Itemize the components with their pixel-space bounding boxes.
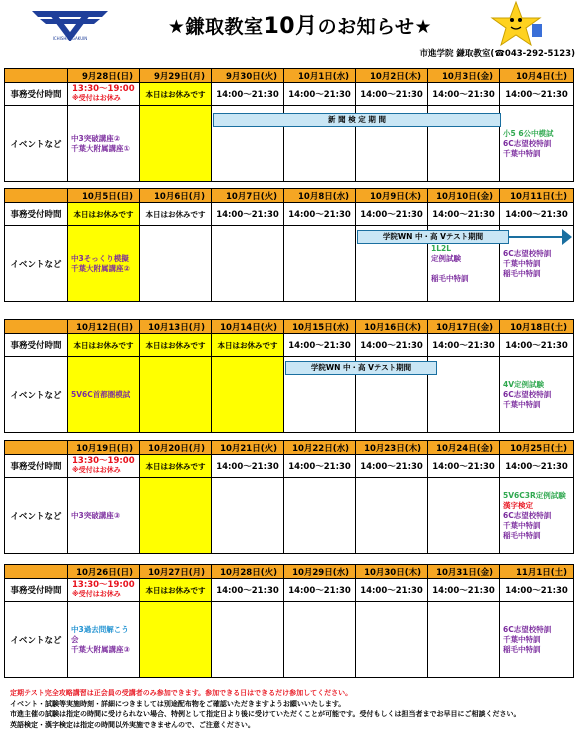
week-block [4,564,573,678]
event-line: 4V定例試験 [503,379,545,389]
event-text [71,511,139,521]
event-cell [212,357,284,433]
period-bar: 学院WN 中・高 Vテスト期間 [357,230,509,244]
hours-label: 事務受付時間 [5,455,68,478]
date-cell: 10月23日(木) [356,441,428,455]
period-bar: 学院WN 中・高 Vテスト期間 [285,361,437,375]
office-hours-cell: 14:00～21:30 [356,334,428,357]
office-hours-cell: 14:00～21:30 [284,334,356,357]
event-cell [428,478,500,554]
svg-text:ICHISHIN GAKUIN: ICHISHIN GAKUIN [52,36,88,41]
event-cell [428,357,500,433]
event-line: 千葉中特訓 [503,520,541,530]
date-cell: 9月29日(月) [140,69,212,83]
school-logo-icon [30,7,110,41]
event-cell [500,357,574,433]
footer-note-3: 市進主催の試験は指定の時間に受けられない場合、特例として指定日より後に受けていただくことが可能です。受付もしくは担当者までお早目にご相談ください。 [10,710,521,718]
event-cell [140,226,212,302]
events-row [5,478,574,554]
office-hours-cell: 14:00～21:30 [284,579,356,602]
office-hours-cell: 14:00～21:30 [356,579,428,602]
office-hours-time: 13:30～19:00 [72,456,135,466]
event-cell [68,226,140,302]
event-line: 6C志望校特訓 [503,248,552,258]
event-line: 中3突破講座③ [71,510,121,520]
event-cell [140,357,212,433]
week-block [4,319,573,433]
footer-note-2: イベント・試験等実施時刻・詳細につきましては別途配布物をご確認いただきますようお願いいたします。 [10,699,346,708]
office-hours-cell: 本日はお休みです [140,579,212,602]
event-line: 千葉大附属講座② [71,263,130,273]
date-cell: 10月28日(火) [212,565,284,579]
page-title: ★鎌取教室10月のお知らせ★ [167,14,433,39]
week-table [4,319,574,433]
event-cell [68,478,140,554]
event-line: 定例試験 [431,253,461,263]
date-cell: 10月31日(金) [428,565,500,579]
event-line: 中3過去問解こう [71,624,129,634]
date-cell: 10月12日(日) [68,320,140,334]
event-cell [428,602,500,678]
date-cell: 10月2日(木) [356,69,428,83]
corner-cell [5,320,68,334]
events-label: イベントなど [5,357,68,433]
arrow-right-icon [562,229,572,245]
event-cell [140,602,212,678]
event-line: 小5 6公中模試 [503,128,554,138]
arrow-line [509,236,563,238]
school-contact: 市進学院 鎌取教室(☎043-292-5123) [419,49,575,59]
events-row [5,602,574,678]
event-cell [500,478,574,554]
date-cell: 10月5日(日) [68,189,140,203]
event-cell [68,602,140,678]
office-hours-cell: 14:00～21:30 [428,203,500,226]
event-line: 会 [71,634,79,644]
office-hours-cell: 本日はお休みです [140,203,212,226]
event-line: 漢字検定 [503,500,533,510]
office-hours-cell: 14:00～21:30 [212,455,284,478]
events-label: イベントなど [5,478,68,554]
date-row [5,565,574,579]
date-cell: 9月30日(火) [212,69,284,83]
office-hours-cell [68,579,140,602]
date-cell: 10月6日(月) [140,189,212,203]
office-hours-cell: 14:00～21:30 [500,455,574,478]
event-text [71,625,139,655]
event-line: 中3突破講座② [71,133,121,143]
event-line: 5V6C首都圏模試 [71,389,131,399]
office-hours-time: 13:30～19:00 [72,84,135,94]
events-label: イベントなど [5,226,68,302]
corner-cell [5,69,68,83]
event-line: 6C志望校特訓 [503,389,552,399]
event-cell [212,602,284,678]
date-cell: 10月21日(火) [212,441,284,455]
event-cell [212,226,284,302]
hours-label: 事務受付時間 [5,203,68,226]
event-cell [68,106,140,182]
date-cell: 10月14日(火) [212,320,284,334]
date-cell: 10月16日(木) [356,320,428,334]
date-cell: 11月1日(土) [500,565,574,579]
event-line: 6C志望校特訓 [503,510,552,520]
event-line: 6C志望校特訓 [503,138,552,148]
footer-note-4: 英語検定・漢字検定は指定の時間以外実施できませんので、ご注意ください。 [10,720,255,729]
office-hours-cell: 14:00～21:30 [284,455,356,478]
event-cell [500,602,574,678]
event-text [71,254,139,274]
office-hours-cell: 14:00～21:30 [428,579,500,602]
footer-note-1: 定期テスト完全攻略講習は正会員の受講者のみ参加できます。参加できる日はできるだけ参加してください。 [10,689,353,697]
date-cell: 10月9日(木) [356,189,428,203]
office-hours-cell: 本日はお休みです [140,334,212,357]
date-cell: 10月4日(土) [500,69,574,83]
period-bar: 新 聞 検 定 期 間 [213,113,501,127]
event-line [431,264,499,274]
date-cell: 10月15日(水) [284,320,356,334]
office-hours-cell: 14:00～21:30 [356,455,428,478]
event-line: 千葉中特訓 [503,634,541,644]
event-line: 1L2L [431,243,451,253]
event-text [503,380,573,410]
date-cell: 10月13日(月) [140,320,212,334]
star-mascot-icon [488,0,544,48]
page-header [0,0,585,59]
event-cell [140,478,212,554]
office-hours-cell: 14:00～21:30 [500,579,574,602]
date-cell: 10月29日(水) [284,565,356,579]
week-table [4,440,574,554]
date-cell: 10月25日(土) [500,441,574,455]
office-hours-cell: 14:00～21:30 [356,83,428,106]
office-hours-cell: 本日はお休みです [140,455,212,478]
event-line: 6C志望校特訓 [503,624,552,634]
hours-row [5,579,574,602]
events-label: イベントなど [5,106,68,182]
office-hours-cell: 14:00～21:30 [284,83,356,106]
office-hours-cell: 本日はお休みです [68,334,140,357]
event-cell [212,478,284,554]
hours-row [5,455,574,478]
date-cell: 10月11日(土) [500,189,574,203]
corner-cell [5,189,68,203]
date-cell: 10月30日(木) [356,565,428,579]
hours-label: 事務受付時間 [5,334,68,357]
footer-notes [10,688,580,730]
date-cell: 10月10日(金) [428,189,500,203]
office-hours-cell: 14:00～21:30 [284,203,356,226]
event-line: 中3そっくり模擬 [71,253,129,263]
date-row [5,441,574,455]
event-text [71,134,139,154]
event-line: 千葉大附属講座① [71,143,130,153]
office-hours-note: ※受付はお休み [72,590,121,598]
event-cell [500,106,574,182]
office-hours-cell: 14:00～21:30 [500,334,574,357]
hours-label: 事務受付時間 [5,579,68,602]
date-cell: 10月17日(金) [428,320,500,334]
event-text [71,390,139,400]
event-cell [140,106,212,182]
office-hours-cell: 本日はお休みです [68,203,140,226]
office-hours-cell: 14:00～21:30 [212,203,284,226]
date-cell: 10月1日(水) [284,69,356,83]
office-hours-cell: 14:00～21:30 [500,203,574,226]
events-label: イベントなど [5,602,68,678]
office-hours-cell [68,455,140,478]
office-hours-cell: 14:00～21:30 [356,203,428,226]
date-cell: 10月20日(月) [140,441,212,455]
event-line: 稲毛中特訓 [503,530,541,540]
week-block [4,68,573,182]
date-cell: 10月19日(日) [68,441,140,455]
date-row [5,320,574,334]
hours-row [5,203,574,226]
office-hours-cell: 14:00～21:30 [500,83,574,106]
event-cell [356,478,428,554]
office-hours-cell [68,83,140,106]
date-cell: 10月8日(水) [284,189,356,203]
event-line: 千葉中特訓 [503,148,541,158]
office-hours-cell: 14:00～21:30 [428,83,500,106]
office-hours-cell: 本日はお休みです [212,334,284,357]
event-line: 稲毛中特訓 [431,273,469,283]
week-block [4,440,573,554]
date-cell: 10月3日(金) [428,69,500,83]
event-line: 5V6C3R定例試験 [503,490,566,500]
week-table [4,564,574,678]
office-hours-note: ※受付はお休み [72,94,121,102]
hours-label: 事務受付時間 [5,83,68,106]
event-text [503,625,573,655]
event-line: 千葉中特訓 [503,399,541,409]
office-hours-cell: 14:00～21:30 [212,579,284,602]
event-line: 稲毛中特訓 [503,268,541,278]
hours-row [5,334,574,357]
date-cell: 10月24日(金) [428,441,500,455]
office-hours-cell: 14:00～21:30 [428,334,500,357]
date-cell: 10月22日(水) [284,441,356,455]
date-cell: 10月18日(土) [500,320,574,334]
office-hours-cell: 14:00～21:30 [428,455,500,478]
hours-row [5,83,574,106]
event-cell [356,602,428,678]
date-cell: 9月28日(日) [68,69,140,83]
date-cell: 10月26日(日) [68,565,140,579]
event-line: 稲毛中特訓 [503,644,541,654]
date-cell: 10月7日(火) [212,189,284,203]
week-block [4,188,573,302]
event-cell [284,478,356,554]
date-row [5,189,574,203]
event-cell [284,226,356,302]
event-line: 千葉大附属講座③ [71,644,130,654]
office-hours-time: 13:30～19:00 [72,580,135,590]
corner-cell [5,565,68,579]
event-text [503,249,573,279]
event-text [503,491,573,541]
date-row [5,69,574,83]
event-text [431,244,499,284]
event-cell [68,357,140,433]
office-hours-cell: 本日はお休みです [140,83,212,106]
event-cell [284,602,356,678]
office-hours-cell: 14:00～21:30 [212,83,284,106]
event-text [503,129,573,159]
corner-cell [5,441,68,455]
week-table [4,188,574,302]
event-line: 千葉中特訓 [503,258,541,268]
office-hours-note: ※受付はお休み [72,466,121,474]
date-cell: 10月27日(月) [140,565,212,579]
